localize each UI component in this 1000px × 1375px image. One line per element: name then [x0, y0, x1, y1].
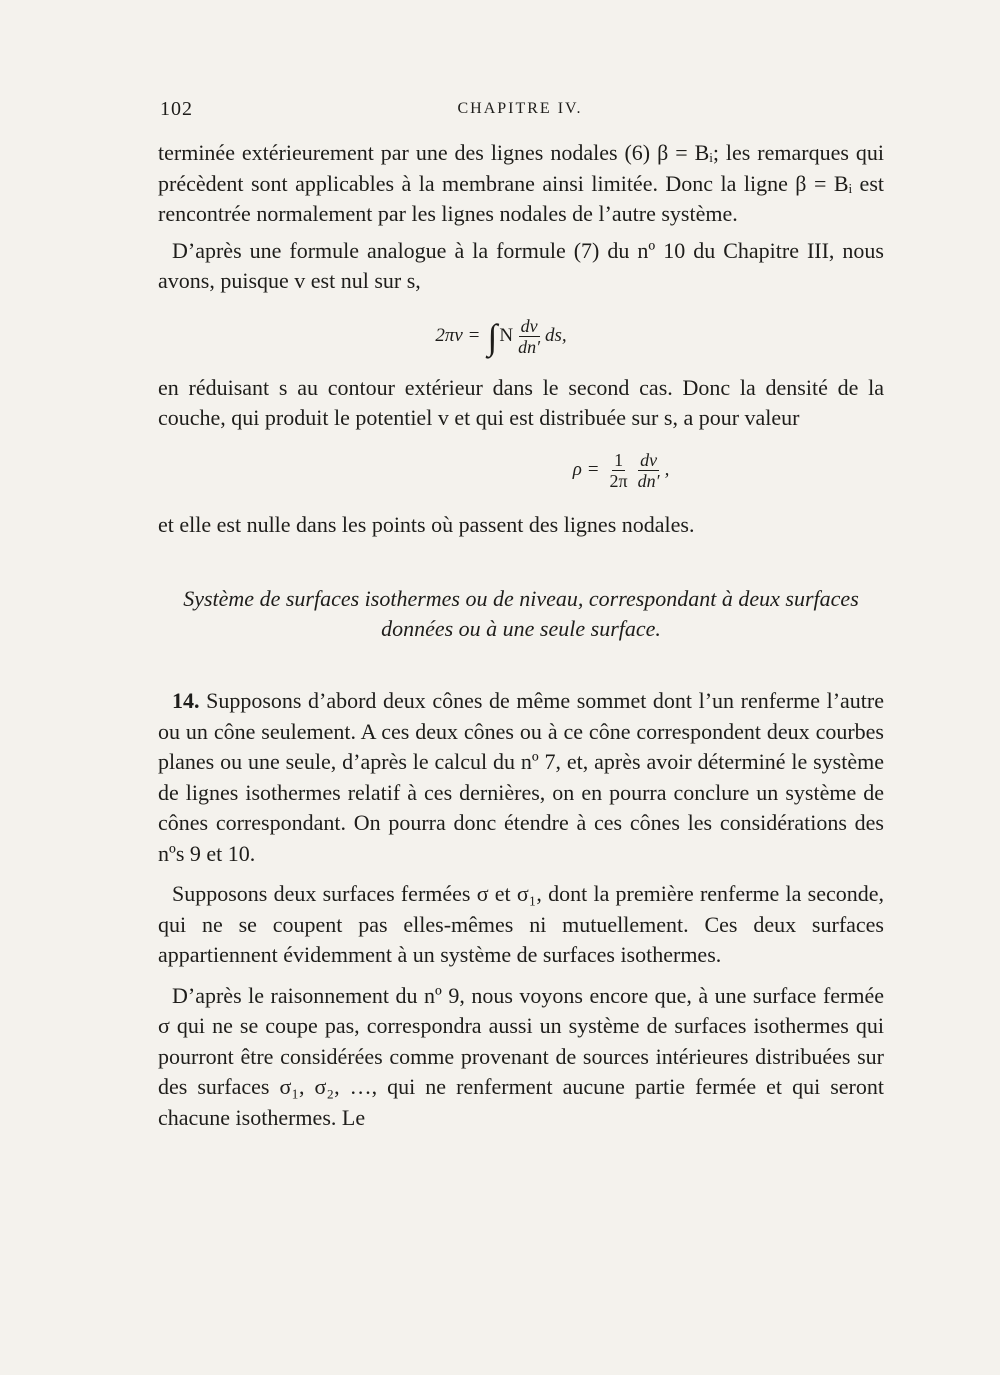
eq1-lhs: 2πv	[435, 325, 463, 347]
eq2-fraction-2	[636, 450, 662, 491]
eq1-factor: N	[499, 325, 514, 347]
page-body	[158, 138, 884, 1133]
section-heading: Système de surfaces isothermes ou de niveau, correspondant à deux surfaces données ou à une seule surface.	[183, 586, 859, 641]
eq1-denominator: dn′	[518, 337, 541, 357]
paragraph-closed-surfaces: Supposons deux surfaces fermées σ et σ₁, dont la première renferme la seconde, qui ne se coupent pas elles-mêmes ni mutuellement. Ces deux surfaces appartiennent évidemment à un système de surfaces isothermes.	[158, 881, 884, 967]
paragraph-density: en réduisant s au contour extérieur dans le second cas. Donc la densité de la couche, qui produit le potentiel v et qui est distribuée sur s, a pour valeur	[158, 374, 884, 430]
eq1-numerator: dv	[520, 316, 538, 336]
eq1-fraction	[516, 316, 542, 357]
section-number: 14.	[172, 688, 200, 713]
integral-sign: ∫	[487, 316, 498, 357]
eq2-denominator-2: dn′	[637, 471, 660, 491]
chapter-title: CHAPITRE IV.	[457, 100, 583, 117]
paragraph-formula-intro: D’après une formule analogue à la formule (7) du nº 10 du Chapitre III, nous avons, puisque v est nul sur s,	[158, 237, 884, 293]
page-header	[160, 98, 880, 128]
eq2-fraction-1	[608, 450, 630, 491]
paragraph-reasoning: D’après le raisonnement du nº 9, nous voyons encore que, à une surface fermée σ qui ne se coupe pas, correspondra aussi un système de surfaces isothermes qui pourront être considérées comme provenant de sources intérieures distribuées sur des surfaces σ₁, σ₂, …, qui ne renferment aucune partie fermée et qui seront chacune isothermes. Le	[158, 982, 884, 1130]
eq1-tail: ds,	[545, 325, 567, 347]
paragraph-section-14-text: Supposons d’abord deux cônes de même sommet dont l’un renferme l’autre ou un cône seulement. A ces deux cônes ou à ce cône correspondent deux courbes planes ou une seule, d’après le calcul du nº 7, et, après avoir déterminé le système de lignes isothermes relatif à ces dernières, on en pourra conclure un système de cônes correspondant. On pourra donc étendre à ces cônes les considérations des nºs 9 et 10.	[158, 688, 884, 866]
eq2-denominator-1: 2π	[609, 471, 628, 491]
eq2-numerator-2: dv	[640, 450, 658, 470]
eq1-equals: =	[468, 325, 480, 347]
eq2-equals: =	[587, 459, 599, 481]
paragraph-continuation: terminée extérieurement par une des lignes nodales (6) β = Bᵢ; les remarques qui précèdent sont applicables à la membrane ainsi limitée. Donc la ligne β = Bᵢ est rencontrée normalement par les lignes nodales de l’autre système.	[158, 140, 884, 226]
paragraph-nodal-lines: et elle est nulle dans les points où passent des lignes nodales.	[158, 511, 695, 537]
eq2-tail: ,	[664, 459, 670, 481]
page-number: 102	[160, 98, 193, 120]
equation-density	[158, 438, 884, 504]
eq2-numerator-1: 1	[614, 450, 624, 470]
eq2-lhs: ρ	[572, 459, 582, 481]
equation-potential-integral	[158, 307, 884, 367]
paragraph-section-14	[158, 686, 884, 869]
